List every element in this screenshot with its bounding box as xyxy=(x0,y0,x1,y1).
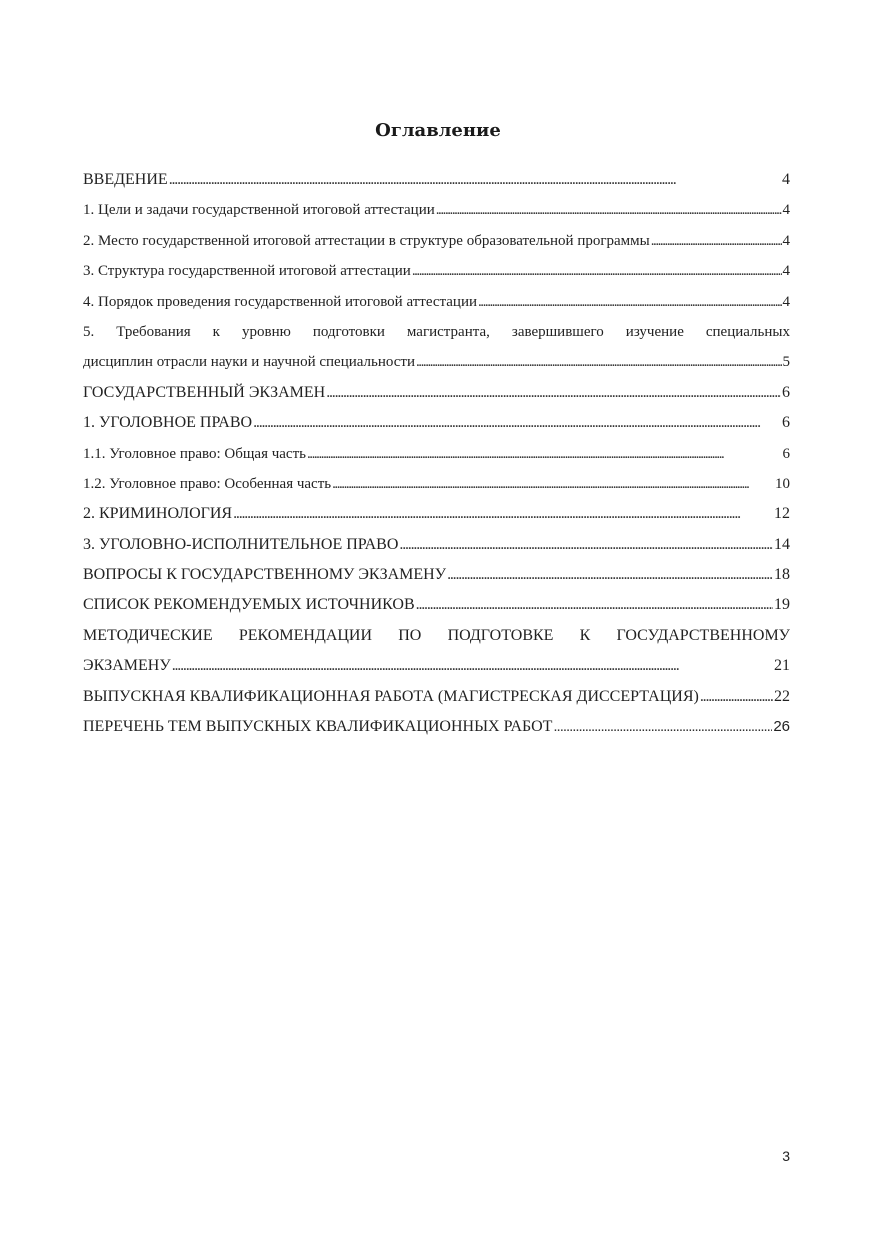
toc-entry-page: 6 xyxy=(782,445,790,462)
toc-entry-guidelines-line1[interactable]: МЕТОДИЧЕСКИЕ РЕКОМЕНДАЦИИ ПО ПОДГОТОВКЕ К ГОСУДАРСТВЕННОМУ xyxy=(83,626,790,644)
toc-entry-page: 10 xyxy=(775,475,790,492)
toc-leader xyxy=(326,378,781,408)
toc-entry-state-exam[interactable] xyxy=(83,378,790,408)
toc-entry-requirements[interactable] xyxy=(83,347,790,377)
toc-entry-structure[interactable] xyxy=(83,256,790,286)
toc-entry-label: 3. УГОЛОВНО-ИСПОЛНИТЕЛЬНОЕ ПРАВО xyxy=(83,535,399,553)
toc-entry-label: дисциплин отрасли науки и научной специальности xyxy=(83,354,415,371)
toc-entry-label: СПИСОК РЕКОМЕНДУЕМЫХ ИСТОЧНИКОВ xyxy=(83,596,415,614)
toc-entry-label: 2. Место государственной итоговой аттестации в структуре образовательной программы xyxy=(83,232,650,249)
toc-title: Оглавление xyxy=(375,120,501,141)
toc-entry-requirements-line1[interactable]: 5. Требования к уровню подготовки магистранта, завершившего изучение специальных xyxy=(83,323,790,340)
toc-entry-thesis-topics[interactable] xyxy=(83,712,790,742)
toc-entry-sources[interactable] xyxy=(83,590,790,620)
toc-entry-label: ВОПРОСЫ К ГОСУДАРСТВЕННОМУ ЭКЗАМЕНУ xyxy=(83,566,447,584)
toc-entry-guidelines[interactable] xyxy=(83,651,790,681)
toc-entry-procedure[interactable] xyxy=(83,287,790,317)
toc-entry-goals[interactable] xyxy=(83,195,790,225)
toc-entry-label: 1. УГОЛОВНОЕ ПРАВО xyxy=(83,414,253,432)
toc-entry-page: 4 xyxy=(782,232,790,249)
toc-leader xyxy=(233,499,773,529)
toc-leader xyxy=(478,287,782,317)
toc-entry-page: 26 xyxy=(773,718,790,736)
toc-entry-penal-law[interactable] xyxy=(83,530,790,560)
toc-entry-label: 1.1. Уголовное право: Общая часть xyxy=(83,445,306,462)
toc-entry-label: 1. Цели и задачи государственной итоговой аттестации xyxy=(83,202,435,219)
toc-entry-thesis[interactable] xyxy=(83,682,790,712)
toc-leader xyxy=(253,408,781,438)
toc-entry-special-part[interactable] xyxy=(83,469,790,499)
toc-entry-page: 5 xyxy=(782,354,790,371)
toc-entry-page: 6 xyxy=(782,383,790,401)
toc-leader xyxy=(169,165,781,195)
page-number: 3 xyxy=(782,1148,790,1164)
toc-entry-criminal-law[interactable] xyxy=(83,408,790,438)
toc-entry-page: 4 xyxy=(782,171,790,188)
toc-entry-criminology[interactable] xyxy=(83,499,790,529)
toc-entry-label: 2. КРИМИНОЛОГИЯ xyxy=(83,505,233,523)
toc-entry-page: 21 xyxy=(774,657,790,675)
toc-entry-general-part[interactable] xyxy=(83,439,790,469)
toc-entry-label: ВВЕДЕНИЕ xyxy=(83,171,168,188)
toc-entry-page: 22 xyxy=(774,687,790,705)
toc-entry-label: ПЕРЕЧЕНЬ ТЕМ ВЫПУСКНЫХ КВАЛИФИКАЦИОННЫХ РАБОТ xyxy=(83,718,553,736)
toc-leader xyxy=(416,590,773,620)
toc-entry-page: 19 xyxy=(774,596,790,614)
toc-leader xyxy=(436,195,782,225)
table-of-contents xyxy=(83,165,790,742)
toc-leader xyxy=(700,682,773,712)
toc-entry-page: 4 xyxy=(782,263,790,280)
toc-entry-label: 4. Порядок проведения государственной итоговой аттестации xyxy=(83,293,477,310)
toc-leader xyxy=(172,651,773,681)
toc-entry-page: 14 xyxy=(774,535,790,553)
toc-entry-label: ЭКЗАМЕНУ xyxy=(83,657,171,675)
toc-entry-exam-questions[interactable] xyxy=(83,560,790,590)
toc-leader xyxy=(412,256,782,286)
toc-entry-introduction[interactable] xyxy=(83,165,790,195)
toc-leader xyxy=(651,226,782,256)
toc-entry-page: 18 xyxy=(774,566,790,584)
toc-leader xyxy=(416,347,782,377)
toc-leader xyxy=(307,439,782,469)
toc-entry-page: 12 xyxy=(774,505,790,523)
toc-entry-label: ВЫПУСКНАЯ КВАЛИФИКАЦИОННАЯ РАБОТА (МАГИСТРЕСКАЯ ДИССЕРТАЦИЯ) xyxy=(83,687,699,705)
toc-leader xyxy=(399,530,773,560)
toc-leader xyxy=(553,712,772,742)
toc-entry-page: 4 xyxy=(782,293,790,310)
toc-leader xyxy=(332,469,774,499)
toc-entry-label: 3. Структура государственной итоговой аттестации xyxy=(83,263,411,280)
toc-entry-page: 6 xyxy=(782,414,790,432)
toc-leader xyxy=(447,560,773,590)
toc-entry-label: ГОСУДАРСТВЕННЫЙ ЭКЗАМЕН xyxy=(83,383,326,401)
toc-entry-place[interactable] xyxy=(83,226,790,256)
toc-entry-label: 1.2. Уголовное право: Особенная часть xyxy=(83,475,332,492)
toc-entry-page: 4 xyxy=(782,202,790,219)
